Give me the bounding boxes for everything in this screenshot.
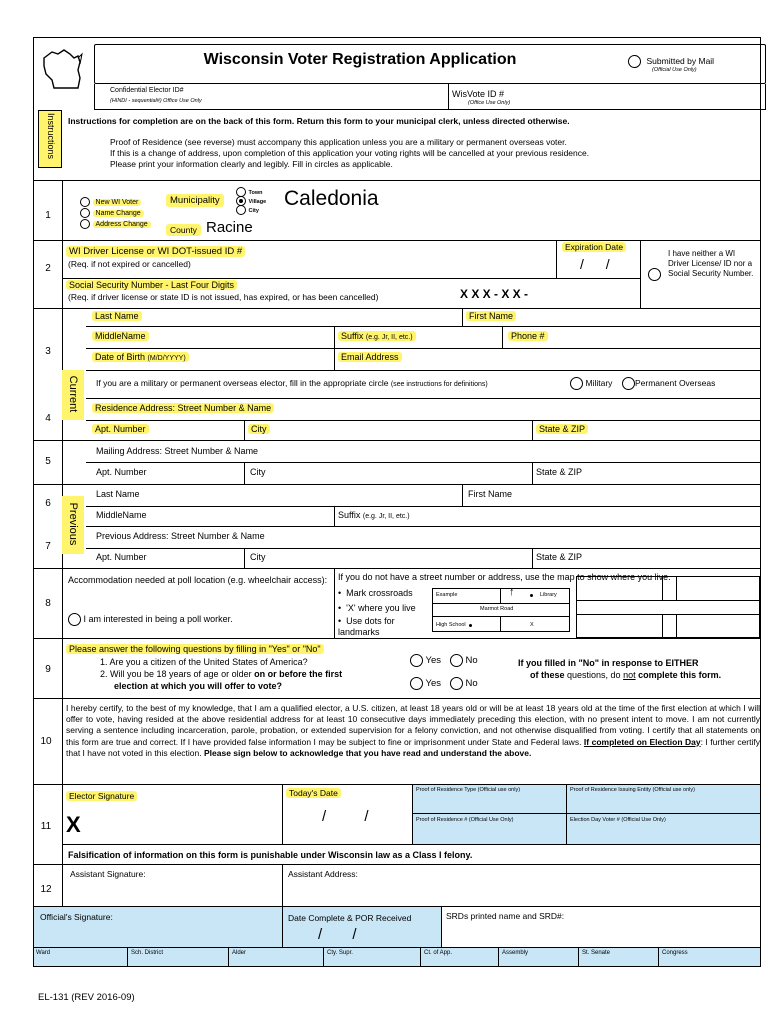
suffix-label: Suffix (e.g. Jr, II, etc.) [338,331,416,341]
assistant-signature-label: Assistant Signature: [70,869,146,879]
wisvote-id-label: WisVote ID # [452,89,505,99]
last-name-label: Last Name [92,311,142,321]
district-cells [33,947,761,967]
ssn-note: (Req. if driver license or state ID is not issued, has expired, or has been cancelled) [68,292,379,302]
falsification-warning: Falsification of information on this form is punishable under Wisconsin law as a Class I felony. [68,850,473,860]
first-name-label: First Name [466,311,516,321]
yes-no-prompt: Please answer the following questions by filling in "Yes" or "No" [66,644,324,654]
section-number-11: 11 [40,821,52,832]
section-number-9: 9 [45,664,51,675]
eday-voter-label: Election Day Voter # (Official Use Only) [570,817,666,823]
instructions-line-2: If this is a change of address, upon completion of this application your voting rights will be cancelled at your previous residence. [110,148,590,158]
mailing-state-zip-label: State & ZIP [536,467,583,477]
military-option[interactable]: Military [570,377,612,390]
q2-yes-option[interactable]: Yes [410,677,441,690]
district-cell-7 [658,947,688,967]
dob-label: Date of Birth (M/D/YYYY) [92,352,189,362]
middle-name-label: MiddleName [92,331,149,341]
district-label: Ct. of App. [424,950,453,956]
form-id: EL-131 (REV 2016-09) [38,992,135,1003]
date-complete-value[interactable]: / / [318,926,357,943]
assistant-address-label: Assistant Address: [288,869,358,879]
official-signature-label: Official's Signature: [40,912,113,922]
section-number-2: 2 [45,263,51,274]
overseas-option[interactable]: Permanent Overseas [622,377,715,390]
accommodation-label: Accommodation needed at poll location (e.g. wheelchair access): [68,575,328,585]
submitted-by-mail-circle[interactable] [628,55,641,68]
district-cell-0 [33,947,50,967]
official-use-note-1: (Official Use Only) [652,67,697,73]
no-warning-line-1: If you filled in "No" in response to EITHER [518,658,699,668]
district-label: Alder [232,950,247,956]
expiration-value[interactable]: / / [580,256,610,272]
ssn-value[interactable]: X X X - X X - [460,287,529,301]
question-2-line-1: 2. Will you be 18 years of age or older on or before the first [100,669,343,679]
district-cell-3 [323,947,353,967]
confidential-id-note: (HINDI - sequential#) Office Use Only [110,98,202,104]
map-bullet-1: • Mark crossroads [338,588,413,598]
map-road-label: Marmot Road [480,606,514,612]
district-label: Sch. District [131,950,164,956]
form-title: Wisconsin Voter Registration Application [203,51,517,68]
wisconsin-map-icon [38,44,88,94]
prev-suffix-label: Suffix (e.g. Jr, II, etc.) [338,510,410,520]
section-number-7: 7 [45,541,51,552]
district-cell-2 [228,947,246,967]
residence-city-label: City [248,424,270,434]
name-change-option[interactable]: Name Change [80,207,144,218]
question-2-line-2: election at which you will offer to vote? [114,681,283,691]
submitted-by-mail-option[interactable] [628,55,768,68]
village-option[interactable]: Village [236,195,266,206]
prev-apt-label: Apt. Number [96,552,147,562]
town-option[interactable]: Town [236,186,262,197]
phone-label: Phone # [508,331,548,341]
email-label: Email Address [338,352,402,362]
section-number-6: 6 [45,498,51,509]
map-school-label: High School [436,622,466,628]
expiration-label: Expiration Date [562,242,626,252]
prev-address-label: Previous Address: Street Number & Name [96,531,265,541]
confidential-id-label: Confidential Elector ID# [110,87,184,94]
address-change-option[interactable]: Address Change [80,218,151,229]
certification-text: I hereby certify, to the best of my knowledge, that I am a qualified elector, a U.S. citizen, at least 18 years old or will be at least 18 years old at the time of the first election at which I will offer to vote, having resided at the above residential address for at least 10 consecutive days immediately preceding this election, with no present intent to move. I am not currently serving a sentence including incarceration, parole, probation, or extended supervision for a felony conviction, and not otherwise disqualified from voting. I certify that all statements on this form are true and correct. If I have provided false information I may be subject to fine or imprisonment under State and Federal laws. If completed on Election Day: I further certify that I have not voted in this election. Please sign below to acknowledge that you have read and understand the above. [66,703,760,758]
prev-last-name-label: Last Name [96,489,140,499]
district-label: Cty. Supr. [327,950,353,956]
prev-middle-name-label: MiddleName [96,510,147,520]
section-number-12: 12 [40,884,52,895]
map-x-mark: X [530,622,534,628]
map-library-dot [530,594,533,597]
district-label: Assembly [502,950,529,956]
map-school-dot [469,624,472,627]
question-1: 1. Are you a citizen of the United States of America? [100,657,308,667]
instructions-side-label: Instructions [46,112,56,160]
map-bullet-3: • Use dots for landmarks [338,616,395,637]
por-entity-label: Proof of Residence Issuing Entity (Official use only) [570,787,695,793]
district-label: St. Senate [582,950,611,956]
district-cell-5 [498,947,528,967]
por-number-label: Proof of Residence # (Official Use Only) [416,817,514,823]
prev-first-name-label: First Name [468,489,513,499]
prev-state-zip-label: State & ZIP [536,552,583,562]
military-question: If you are a military or permanent overseas elector, fill in the appropriate circle (see instructions for definitions) [96,378,488,388]
current-side-label: Current [67,375,79,413]
date-complete-label: Date Complete & POR Received [288,913,412,923]
srd-label: SRDs printed name and SRD#: [446,911,565,921]
section-number-8: 8 [45,598,51,609]
section-number-5: 5 [45,456,51,467]
todays-date-value[interactable]: / / [322,808,369,825]
section-number-10: 10 [40,736,52,747]
map-bullet-2: • 'X' where you live [338,603,416,613]
confidential-id-row [94,84,766,110]
instructions-line-1: Proof of Residence (see reverse) must accompany this application unless you are a military or permanent overseas voter. [110,137,567,147]
mailing-address-label: Mailing Address: Street Number & Name [96,446,259,456]
county-label: County [166,224,201,236]
map-example-label: Example [436,592,458,598]
q1-yes-option[interactable]: Yes [410,654,441,667]
por-type-label: Proof of Residence Type (Official use only) [416,787,521,793]
section-number-4: 4 [45,413,51,424]
county-value[interactable]: Racine [206,219,253,236]
todays-date-label: Today's Date [286,788,341,798]
signature-x-mark[interactable]: X [66,812,81,837]
city-option[interactable]: City [236,204,259,215]
section-number-1: 1 [45,210,51,221]
no-warning-line-2: of these questions, do not complete this form. [530,670,722,680]
instructions-line-3: Please print your information clearly and legibly. Fill in circles as applicable. [110,159,393,169]
ssn-label: Social Security Number - Last Four Digits [66,280,237,290]
mailing-city-label: City [250,467,266,477]
residence-apt-label: Apt. Number [92,424,149,434]
wisvote-id-note: (Office Use Only) [468,100,511,106]
previous-side-label: Previous [67,502,79,546]
neither-id-text: I have neither a WI Driver License/ ID nor a Social Security Number. [668,249,754,278]
license-note: (Req. if not expired or cancelled) [68,259,191,269]
submitted-by-mail-label: Submitted by Mail [646,55,715,66]
neither-id-option[interactable] [648,268,661,281]
section-number-3: 3 [45,346,51,357]
map-arrow-icon: ↑ [509,586,515,598]
district-cell-1 [127,947,163,967]
q2-no-option[interactable]: No [450,677,478,690]
municipality-value[interactable]: Caledonia [284,187,379,210]
district-cell-6 [578,947,610,967]
prev-city-label: City [250,552,266,562]
map-library-label: Library [540,592,557,598]
district-label: Ward [36,950,51,956]
instructions-heading: Instructions for completion are on the back of this form. Return this form to your municipal clerk, unless directed otherwise. [68,116,570,126]
user-map-grid[interactable] [576,576,760,638]
municipality-label: Municipality [166,194,224,207]
district-cell-4 [420,947,452,967]
map-instructions: If you do not have a street number or address, use the map to show where you live. [338,572,671,582]
elector-signature-label: Elector Signature [66,791,137,801]
residence-address-label: Residence Address: Street Number & Name [92,403,274,413]
q1-no-option[interactable]: No [450,654,478,667]
mailing-apt-label: Apt. Number [96,467,147,477]
residence-state-zip-label: State & ZIP [536,424,588,434]
district-label: Congress [662,950,688,956]
poll-worker-option[interactable]: I am interested in being a poll worker. [68,613,233,626]
new-voter-option[interactable]: New WI Voter [80,196,141,207]
license-label: WI Driver License or WI DOT-issued ID # [66,246,245,257]
